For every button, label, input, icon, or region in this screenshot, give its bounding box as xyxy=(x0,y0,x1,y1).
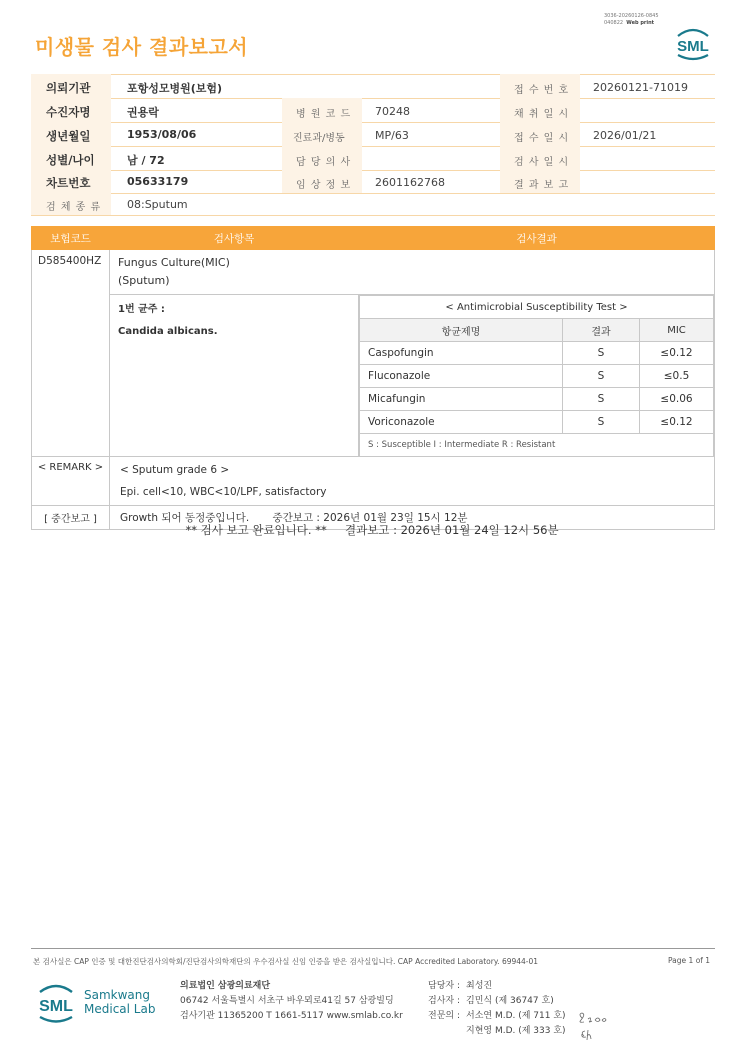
ast-header-mic: MIC xyxy=(640,319,714,342)
ast-drug: Caspofungin xyxy=(360,342,563,365)
interim-label: [ 중간보고 ] xyxy=(32,506,110,530)
remark-label: < REMARK > xyxy=(32,457,110,506)
final-report-text: ** 검사 보고 완료입니다. ** 결과보고 : 2026년 01월 24일 12시 56분 xyxy=(185,523,559,537)
staff-name: 서소연 M.D. (제 711 호) xyxy=(466,1011,566,1021)
remark-cell xyxy=(110,457,715,506)
staff-name: 김민식 (제 36747 호) xyxy=(466,996,554,1006)
receipt-no-label: 접 수 번 호 xyxy=(514,85,570,96)
sml-footer-logo-icon xyxy=(36,980,76,1026)
ast-table xyxy=(359,295,714,456)
request-org-label: 의뢰기관 xyxy=(46,81,91,95)
staff-role: 검사자 : xyxy=(428,996,460,1006)
staff-row xyxy=(428,994,566,1009)
test-date-label: 검 사 일 시 xyxy=(514,157,570,168)
test-item xyxy=(110,250,715,295)
svg-text:SML: SML xyxy=(677,38,709,55)
ast-result: S xyxy=(563,411,640,434)
col-header-item: 검사항목 xyxy=(110,227,359,250)
test-code: D585400HZ xyxy=(32,250,110,457)
print-codes xyxy=(604,13,684,27)
sex-age-label: 성별/나이 xyxy=(46,153,95,167)
signature-icon xyxy=(576,1010,612,1044)
staff-list xyxy=(428,979,566,1039)
staff-role: 담당자 : xyxy=(428,981,460,991)
staff-row xyxy=(428,1024,566,1039)
ast-header-drug: 항균제명 xyxy=(360,319,563,342)
col-header-code: 보험코드 xyxy=(32,227,110,250)
sex-age-value: 남 / 72 xyxy=(127,154,165,167)
organism-name: Candida albicans. xyxy=(118,326,218,337)
staff-row xyxy=(428,1009,566,1024)
organism-cell xyxy=(110,295,359,457)
code-line-1: 3036-20260126-0845 xyxy=(604,13,659,19)
test-item-line1: Fungus Culture(MIC) xyxy=(118,256,230,269)
brand-line2: Medical Lab xyxy=(84,1002,156,1016)
report-title: 미생물 검사 결과보고서 xyxy=(35,35,249,59)
ast-drug: Voriconazole xyxy=(360,411,563,434)
ast-row xyxy=(360,388,714,411)
dob-label: 생년월일 xyxy=(46,129,91,143)
receipt-date-value: 2026/01/21 xyxy=(593,129,657,142)
org-address: 06742 서울특별시 서초구 바우뫼로41길 57 삼광빌딩 xyxy=(180,996,394,1006)
hospital-code-label: 병 원 코 드 xyxy=(296,109,352,120)
staff-name: 지현영 M.D. (제 333 호) xyxy=(466,1026,566,1036)
dept-value: MP/63 xyxy=(375,129,409,142)
receipt-date-label: 접 수 일 시 xyxy=(514,133,570,144)
result-report-label: 결 과 보 고 xyxy=(514,180,570,191)
ast-result: S xyxy=(563,342,640,365)
ast-row xyxy=(360,411,714,434)
org-name: 의료법인 삼광의료재단 xyxy=(180,981,271,991)
dept-label: 진료과/병동 xyxy=(293,133,345,144)
footer-divider xyxy=(31,948,715,949)
ast-mic: ≤0.06 xyxy=(640,388,714,411)
interim-text: Growth 되어 동정중입니다. 중간보고 : 2026년 01월 23일 15시 12분 xyxy=(110,506,715,530)
specimen-label: 검 체 종 류 xyxy=(46,202,102,213)
cert-text: 본 검사실은 CAP 인증 및 대한진단검사의학회/진단검사의학재단의 우수검사실 신임 인증을 받은 검사실입니다. CAP Accredited Laboratory. 69944-01 xyxy=(33,957,539,966)
footer-logo-text: SML xyxy=(39,998,73,1015)
staff-role: 전문의 : xyxy=(428,1011,460,1021)
hospital-code-value: 70248 xyxy=(375,105,410,118)
org-contact: 검사기관 11365200 T 1661-5117 www.smlab.co.kr xyxy=(180,1011,403,1021)
remark-line1: < Sputum grade 6 > xyxy=(120,464,230,476)
page-number: Page 1 of 1 xyxy=(668,956,711,965)
patient-name-label: 수진자명 xyxy=(46,105,91,119)
ast-mic: ≤0.5 xyxy=(640,365,714,388)
dob-value: 1953/08/06 xyxy=(127,128,197,141)
staff-row xyxy=(428,979,566,994)
collect-date-label: 채 취 일 시 xyxy=(514,109,570,120)
code-line-2: 040822 xyxy=(604,20,624,26)
clinical-info-value: 2601162768 xyxy=(375,176,445,189)
ast-mic: ≤0.12 xyxy=(640,342,714,365)
doctor-label: 담 당 의 사 xyxy=(296,157,352,168)
ast-title: < Antimicrobial Susceptibility Test > xyxy=(360,296,714,319)
test-item-line2: (Sputum) xyxy=(118,274,170,287)
col-header-result: 검사결과 xyxy=(359,227,715,250)
staff-name: 최성진 xyxy=(466,981,493,991)
ast-result: S xyxy=(563,388,640,411)
org-info xyxy=(180,979,403,1024)
specimen-value: 08:Sputum xyxy=(127,198,188,211)
remark-line2: Epi. cell<10, WBC<10/LPF, satisfactory xyxy=(120,486,327,498)
ast-result: S xyxy=(563,365,640,388)
ast-mic: ≤0.12 xyxy=(640,411,714,434)
clinical-info-label: 임 상 정 보 xyxy=(296,180,352,191)
ast-legend: S : Susceptible I : Intermediate R : Resistant xyxy=(360,434,714,457)
organism-label: 1번 균주 : xyxy=(118,304,165,315)
results-table xyxy=(31,226,715,530)
ast-header-result: 결과 xyxy=(563,319,640,342)
ast-drug: Micafungin xyxy=(360,388,563,411)
ast-row xyxy=(360,342,714,365)
brand-line1: Samkwang xyxy=(84,988,150,1002)
sml-logo-icon xyxy=(672,26,714,62)
web-print-label: Web print xyxy=(626,20,655,26)
patient-name-value: 권용락 xyxy=(127,106,159,119)
ast-drug: Fluconazole xyxy=(360,365,563,388)
receipt-no-value: 20260121-71019 xyxy=(593,81,688,94)
ast-row xyxy=(360,365,714,388)
request-org-value: 포항성모병원(보험) xyxy=(127,82,223,95)
ast-cell xyxy=(359,295,715,457)
chart-no-label: 차트번호 xyxy=(46,176,91,190)
chart-no-value: 05633179 xyxy=(127,175,189,188)
footer-brand xyxy=(84,988,155,1016)
